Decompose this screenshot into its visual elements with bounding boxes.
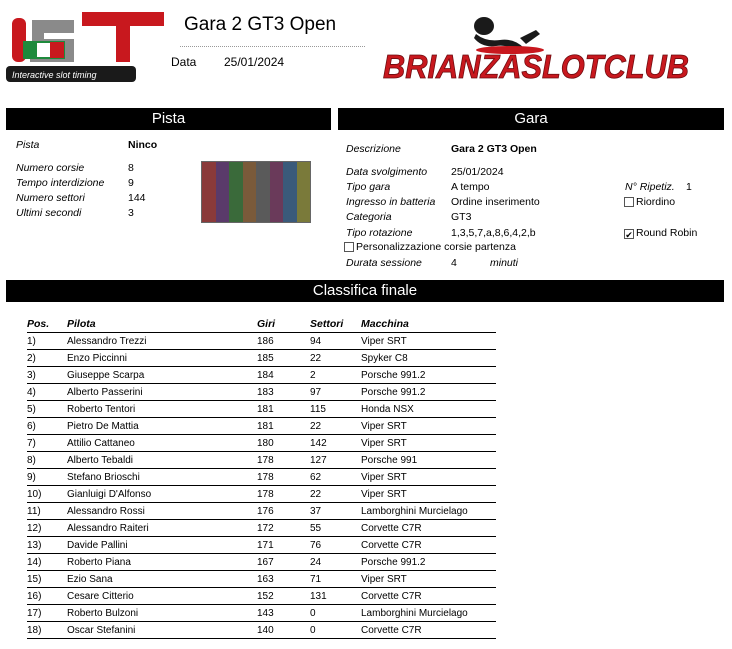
cell-giri: 140 <box>257 622 310 639</box>
round-robin-label: Round Robin <box>636 227 698 239</box>
cell-macchina: Corvette C7R <box>361 520 496 537</box>
lane-color <box>229 162 243 222</box>
table-header-row <box>27 316 496 333</box>
cell-pos: 15) <box>27 571 67 588</box>
cell-pos: 13) <box>27 537 67 554</box>
ingresso-batteria-label: Ingresso in batteria <box>346 196 436 208</box>
cell-pos: 3) <box>27 367 67 384</box>
cell-macchina: Porsche 991 <box>361 452 496 469</box>
table-row <box>27 418 496 435</box>
col-pilota: Pilota <box>67 316 257 333</box>
table-row <box>27 333 496 350</box>
ultimi-secondi-label: Ultimi secondi <box>16 207 82 219</box>
cell-pilota: Ezio Sana <box>67 571 257 588</box>
checkbox-empty-icon[interactable] <box>344 242 354 252</box>
cell-pos: 14) <box>27 554 67 571</box>
checkmark-icon[interactable]: ✔ <box>625 230 633 240</box>
table-row <box>27 622 496 639</box>
cell-pilota: Roberto Tentori <box>67 401 257 418</box>
cell-pos: 6) <box>27 418 67 435</box>
lane-color <box>297 162 311 222</box>
ist-logo <box>4 8 167 86</box>
cell-macchina: Porsche 991.2 <box>361 554 496 571</box>
col-macchina: Macchina <box>361 316 496 333</box>
brianza-slot-club-logo <box>380 16 692 86</box>
cell-pos: 4) <box>27 384 67 401</box>
cell-giri: 178 <box>257 469 310 486</box>
round-robin-checkbox[interactable] <box>624 227 697 239</box>
cell-pilota: Alessandro Raiteri <box>67 520 257 537</box>
numero-corsie-value: 8 <box>128 162 134 174</box>
cell-giri: 152 <box>257 588 310 605</box>
club-logo-text: BRIANZASLOTCLUB <box>383 48 689 85</box>
cell-giri: 181 <box>257 418 310 435</box>
table-row <box>27 469 496 486</box>
cell-settori: 55 <box>310 520 361 537</box>
ultimi-secondi-value: 3 <box>128 207 134 219</box>
cell-giri: 178 <box>257 486 310 503</box>
table-row <box>27 520 496 537</box>
tipo-rotazione-label: Tipo rotazione <box>346 227 413 239</box>
cell-settori: 2 <box>310 367 361 384</box>
cell-giri: 167 <box>257 554 310 571</box>
cell-settori: 127 <box>310 452 361 469</box>
cell-pilota: Roberto Bulzoni <box>67 605 257 622</box>
date-value: 25/01/2024 <box>224 55 285 69</box>
page-title: Gara 2 GT3 Open <box>184 14 337 35</box>
pista-section-bar: Pista <box>6 108 331 130</box>
cell-pos: 5) <box>27 401 67 418</box>
cell-settori: 76 <box>310 537 361 554</box>
riordino-checkbox[interactable] <box>624 196 675 208</box>
cell-macchina: Viper SRT <box>361 486 496 503</box>
data-svolgimento-value: 25/01/2024 <box>451 166 504 178</box>
lane-color <box>256 162 270 222</box>
cell-macchina: Corvette C7R <box>361 622 496 639</box>
riordino-label: Riordino <box>636 196 676 208</box>
ripetiz-label: N° Ripetiz. <box>625 181 675 193</box>
cell-giri: 183 <box>257 384 310 401</box>
cell-pos: 12) <box>27 520 67 537</box>
cell-macchina: Viper SRT <box>361 333 496 350</box>
cell-macchina: Porsche 991.2 <box>361 367 496 384</box>
tipo-rotazione-value: 1,3,5,7,a,8,6,4,2,b <box>451 227 536 239</box>
cell-giri: 176 <box>257 503 310 520</box>
cell-giri: 184 <box>257 367 310 384</box>
cell-giri: 143 <box>257 605 310 622</box>
cell-pilota: Cesare Citterio <box>67 588 257 605</box>
descrizione-label: Descrizione <box>346 143 401 155</box>
cell-macchina: Corvette C7R <box>361 588 496 605</box>
personalizzazione-checkbox[interactable] <box>344 241 516 253</box>
table-row <box>27 537 496 554</box>
classifica-section-bar: Classifica finale <box>6 280 724 302</box>
table-row <box>27 350 496 367</box>
cell-macchina: Lamborghini Murcielago <box>361 605 496 622</box>
cell-pilota: Alessandro Trezzi <box>67 333 257 350</box>
cell-settori: 0 <box>310 622 361 639</box>
cell-pilota: Alberto Passerini <box>67 384 257 401</box>
lane-color <box>270 162 284 222</box>
cell-macchina: Honda NSX <box>361 401 496 418</box>
table-row <box>27 367 496 384</box>
cell-giri: 178 <box>257 452 310 469</box>
cell-pos: 1) <box>27 333 67 350</box>
pista-value: Ninco <box>128 139 158 151</box>
cell-pilota: Gianluigi D'Alfonso <box>67 486 257 503</box>
cell-settori: 37 <box>310 503 361 520</box>
cell-pilota: Attilio Cattaneo <box>67 435 257 452</box>
table-row <box>27 435 496 452</box>
durata-sessione-label: Durata sessione <box>346 257 422 269</box>
cell-settori: 24 <box>310 554 361 571</box>
cell-pilota: Oscar Stefanini <box>67 622 257 639</box>
cell-settori: 22 <box>310 418 361 435</box>
pista-label: Pista <box>16 139 40 151</box>
cell-pilota: Alberto Tebaldi <box>67 452 257 469</box>
cell-giri: 185 <box>257 350 310 367</box>
table-row <box>27 503 496 520</box>
cell-pos: 10) <box>27 486 67 503</box>
col-settori: Settori <box>310 316 361 333</box>
cell-giri: 171 <box>257 537 310 554</box>
cell-giri: 181 <box>257 401 310 418</box>
descrizione-value: Gara 2 GT3 Open <box>451 143 537 155</box>
col-pos: Pos. <box>27 316 67 333</box>
categoria-label: Categoria <box>346 211 392 223</box>
tipo-gara-value: A tempo <box>451 181 490 193</box>
cell-settori: 71 <box>310 571 361 588</box>
tempo-interdizione-value: 9 <box>128 177 134 189</box>
cell-pilota: Enzo Piccinni <box>67 350 257 367</box>
cell-pilota: Giuseppe Scarpa <box>67 367 257 384</box>
tipo-gara-label: Tipo gara <box>346 181 391 193</box>
cell-pilota: Alessandro Rossi <box>67 503 257 520</box>
cell-giri: 186 <box>257 333 310 350</box>
cell-giri: 172 <box>257 520 310 537</box>
cell-settori: 22 <box>310 486 361 503</box>
durata-sessione-value: 4 <box>451 257 457 269</box>
cell-macchina: Viper SRT <box>361 435 496 452</box>
lane-color <box>243 162 257 222</box>
table-row <box>27 401 496 418</box>
table-row <box>27 554 496 571</box>
title-underline <box>180 46 365 47</box>
cell-settori: 131 <box>310 588 361 605</box>
results-table <box>27 316 496 639</box>
cell-settori: 142 <box>310 435 361 452</box>
data-svolgimento-label: Data svolgimento <box>346 166 428 178</box>
cell-pilota: Pietro De Mattia <box>67 418 257 435</box>
table-row <box>27 384 496 401</box>
cell-settori: 0 <box>310 605 361 622</box>
lane-colors-strip <box>201 161 311 223</box>
cell-pilota: Davide Pallini <box>67 537 257 554</box>
table-row <box>27 605 496 622</box>
cell-settori: 97 <box>310 384 361 401</box>
cell-settori: 115 <box>310 401 361 418</box>
lane-color <box>202 162 216 222</box>
cell-pilota: Roberto Piana <box>67 554 257 571</box>
cell-pos: 16) <box>27 588 67 605</box>
cell-macchina: Porsche 991.2 <box>361 384 496 401</box>
numero-settori-label: Numero settori <box>16 192 85 204</box>
ripetiz-value: 1 <box>686 181 692 193</box>
cell-macchina: Lamborghini Murcielago <box>361 503 496 520</box>
table-row <box>27 588 496 605</box>
cell-settori: 62 <box>310 469 361 486</box>
durata-unit: minuti <box>490 257 519 269</box>
ingresso-batteria-value: Ordine inserimento <box>451 196 540 208</box>
checkbox-empty-icon[interactable] <box>624 197 634 207</box>
tempo-interdizione-label: Tempo interdizione <box>16 177 105 189</box>
cell-pos: 18) <box>27 622 67 639</box>
cell-macchina: Viper SRT <box>361 418 496 435</box>
cell-macchina: Viper SRT <box>361 571 496 588</box>
cell-pos: 2) <box>27 350 67 367</box>
numero-settori-value: 144 <box>128 192 146 204</box>
cell-giri: 163 <box>257 571 310 588</box>
cell-pilota: Stefano Brioschi <box>67 469 257 486</box>
cell-pos: 9) <box>27 469 67 486</box>
date-label: Data <box>171 55 197 69</box>
personalizzazione-label: Personalizzazione corsie partenza <box>356 241 516 253</box>
categoria-value: GT3 <box>451 211 472 223</box>
cell-macchina: Spyker C8 <box>361 350 496 367</box>
table-row <box>27 452 496 469</box>
lane-color <box>216 162 230 222</box>
cell-giri: 180 <box>257 435 310 452</box>
cell-macchina: Corvette C7R <box>361 537 496 554</box>
numero-corsie-label: Numero corsie <box>16 162 85 174</box>
lane-color <box>283 162 297 222</box>
cell-macchina: Viper SRT <box>361 469 496 486</box>
cell-pos: 8) <box>27 452 67 469</box>
cell-settori: 94 <box>310 333 361 350</box>
gara-section-bar: Gara <box>338 108 724 130</box>
col-giri: Giri <box>257 316 310 333</box>
logo-tagline: Interactive slot timing <box>12 70 97 80</box>
table-row <box>27 486 496 503</box>
cell-pos: 17) <box>27 605 67 622</box>
cell-pos: 7) <box>27 435 67 452</box>
cell-pos: 11) <box>27 503 67 520</box>
cell-settori: 22 <box>310 350 361 367</box>
table-row <box>27 571 496 588</box>
